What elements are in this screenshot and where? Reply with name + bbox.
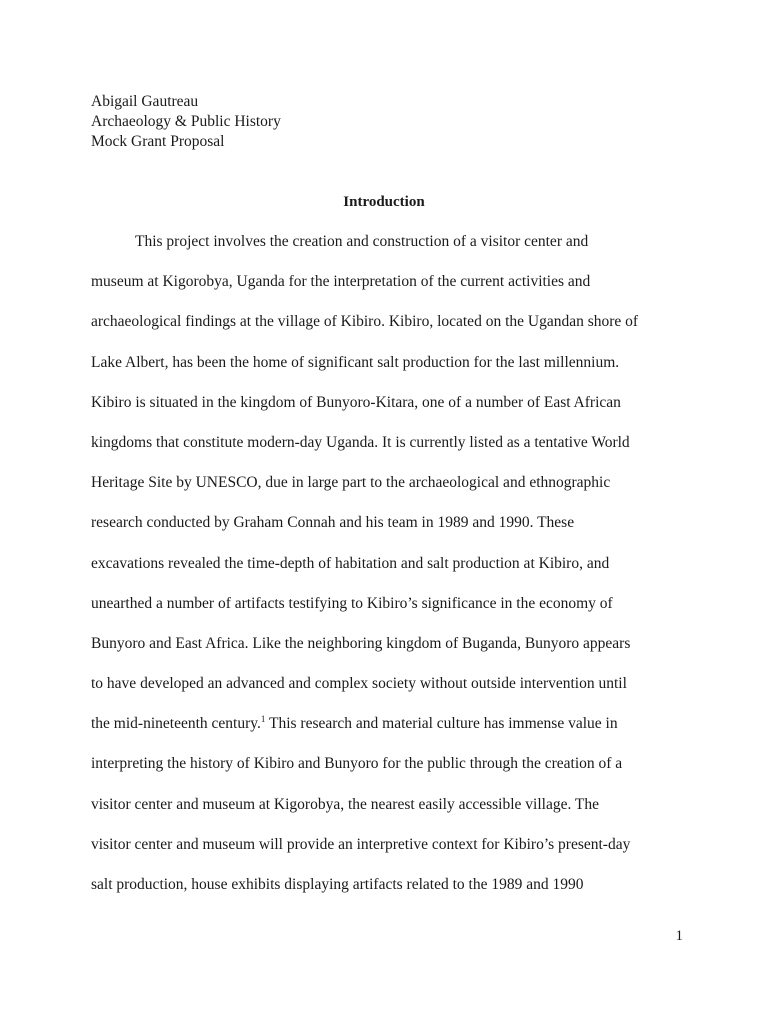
body-line: Bunyoro and East Africa. Like the neighboring kingdom of Buganda, Bunyoro appears [91,634,631,652]
body-line-start: the mid-nineteenth century. [91,715,261,733]
body-line-with-footnote [91,714,691,754]
body-line: salt production, house exhibits displaying artifacts related to the 1989 and 1990 [91,876,584,893]
body-line: interpreting the history of Kibiro and Bunyoro for the public through the creation of a [91,755,623,773]
section-heading: Introduction [343,194,425,210]
page-number: 1 [675,928,683,944]
course-name: Archaeology & Public History [91,113,281,130]
body-line: Heritage Site by UNESCO, due in large part to the archaeological and ethnographic [91,474,611,492]
body-line: This project involves the creation and construction of a visitor center and [135,233,589,250]
assignment-title: Mock Grant Proposal [91,133,225,150]
body-line: unearthed a number of artifacts testifying to Kibiro’s significance in the economy of [91,594,613,612]
body-paragraph [91,232,691,915]
body-line: Lake Albert, has been the home of significant salt production for the last millennium. [91,353,620,371]
body-line: visitor center and museum at Kigorobya, the nearest easily accessible village. The [91,795,600,813]
body-line: research conducted by Graham Connah and his team in 1989 and 1990. These [91,514,575,532]
author-name: Abigail Gautreau [91,93,199,110]
body-line: kingdoms that constitute modern-day Uganda. It is currently listed as a tentative World [91,433,630,451]
body-line: museum at Kigorobya, Uganda for the interpretation of the current activities and [91,273,591,291]
body-line-continuation: This research and material culture has immense value in [265,715,618,733]
body-line: Kibiro is situated in the kingdom of Bunyoro-Kitara, one of a number of East African [91,393,621,411]
body-line: to have developed an advanced and complex society without outside intervention until [91,675,627,693]
footnote-marker[interactable]: 1 [260,714,266,725]
header-block [91,92,691,152]
body-line: archaeological findings at the village of Kibiro. Kibiro, located on the Ugandan shore of [91,313,639,331]
body-line: excavations revealed the time-depth of habitation and salt production at Kibiro, and [91,554,610,572]
body-line: visitor center and museum will provide an interpretive context for Kibiro’s present-day [91,835,631,853]
